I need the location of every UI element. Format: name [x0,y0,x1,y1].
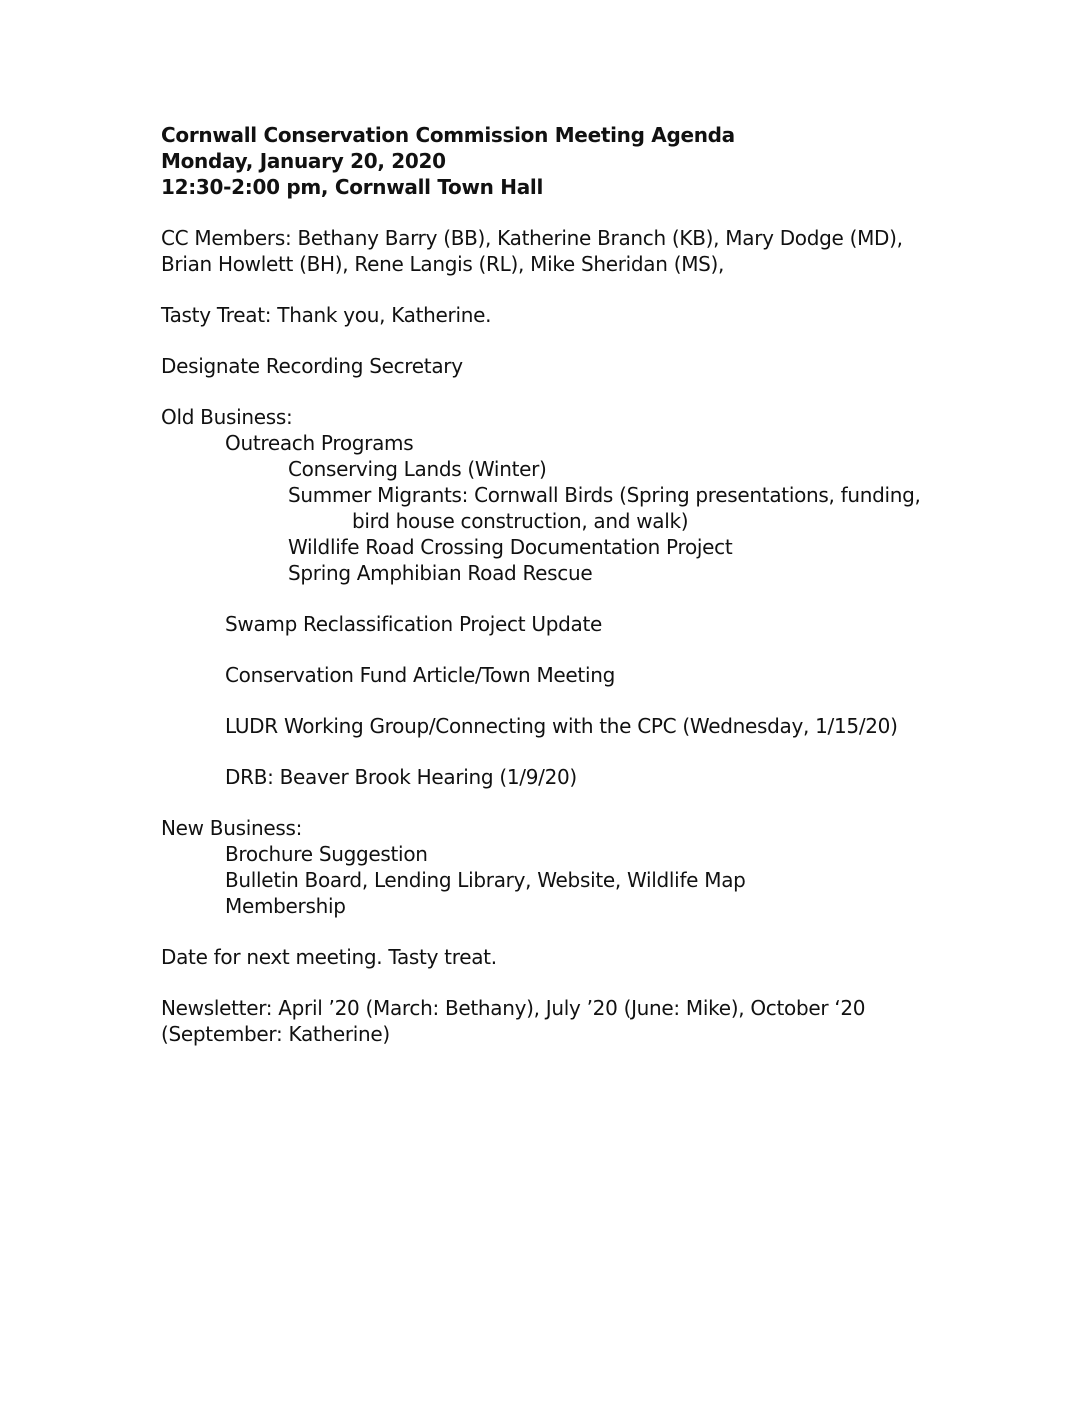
members-line-2: Brian Howlett (BH), Rene Langis (RL), Mike Sheridan (MS), [161,252,725,276]
drb-hearing-item: DRB: Beaver Brook Hearing (1/9/20) [225,765,577,789]
list-item: Wildlife Road Crossing Documentation Project [288,535,733,559]
list-item: Summer Migrants: Cornwall Birds (Spring presentations, funding, [288,483,921,507]
list-item: Membership [225,894,346,918]
list-item: Bulletin Board, Lending Library, Website, Wildlife Map [225,868,746,892]
outreach-programs-heading: Outreach Programs [225,431,414,455]
newsletter-line-2: (September: Katherine) [161,1022,390,1046]
tasty-treat-line: Tasty Treat: Thank you, Katherine. [161,303,492,327]
agenda-body [161,122,1041,1047]
meeting-date: Monday, January 20, 2020 [161,149,446,173]
newsletter-line-1: Newsletter: April ’20 (March: Bethany), July ’20 (June: Mike), October ‘20 [161,996,866,1020]
old-business-heading: Old Business: [161,405,293,429]
ludr-working-group-item: LUDR Working Group/Connecting with the CPC (Wednesday, 1/15/20) [225,714,898,738]
meeting-time-location: 12:30-2:00 pm, Cornwall Town Hall [161,175,544,199]
next-meeting-line: Date for next meeting. Tasty treat. [161,945,497,969]
swamp-reclassification-item: Swamp Reclassification Project Update [225,612,602,636]
list-item: Spring Amphibian Road Rescue [288,561,593,585]
list-item: Brochure Suggestion [225,842,428,866]
members-line-1: CC Members: Bethany Barry (BB), Katherine Branch (KB), Mary Dodge (MD), [161,226,903,250]
list-item: Conserving Lands (Winter) [288,457,547,481]
agenda-title: Cornwall Conservation Commission Meeting Agenda [161,123,735,147]
new-business-heading: New Business: [161,816,303,840]
recording-secretary-line: Designate Recording Secretary [161,354,463,378]
conservation-fund-item: Conservation Fund Article/Town Meeting [225,663,615,687]
list-item-continuation: bird house construction, and walk) [352,509,689,533]
